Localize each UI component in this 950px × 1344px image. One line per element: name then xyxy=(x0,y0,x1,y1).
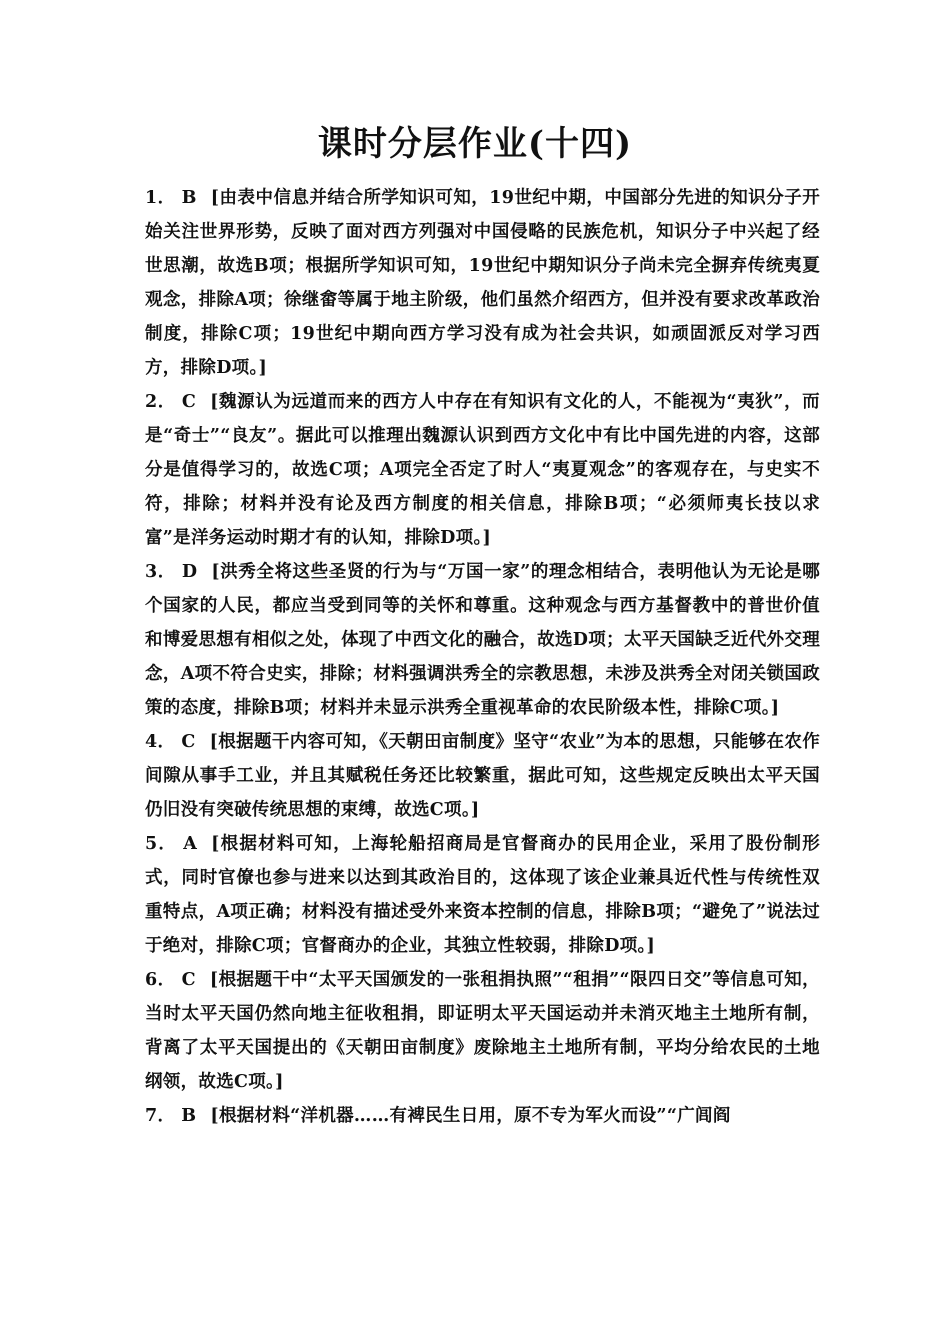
answer-key: C xyxy=(181,392,197,412)
answer-item-2 xyxy=(145,385,820,555)
answer-list xyxy=(145,181,820,1133)
answer-item-6 xyxy=(145,963,820,1099)
answer-number: 6． xyxy=(145,970,176,990)
answer-explanation: [魏源认为远道而来的西方人中存在有知识有文化的人，不能视为“夷狄”，而是“奇士”“良友”。据此可以推理出魏源认识到西方文化中有比中国先进的内容，这部分是值得学习的，故选C项；A项完全否定了时人“夷夏观念”的客观存在，与史实不符，排除；材料并没有论及西方制度的相关信息，排除B项；“必须师夷长技以求富”是洋务运动时期才有的认知，排除D项。] xyxy=(145,392,820,548)
answer-explanation: [根据题干内容可知，《天朝田亩制度》坚守“农业”为本的思想，只能够在农作间隙从事手工业，并且其赋税任务还比较繁重，据此可知，这些规定反映出太平天国仍旧没有突破传统思想的束缚，故选C项。] xyxy=(145,732,820,820)
answer-explanation: [根据材料可知，上海轮船招商局是官督商办的民用企业，采用了股份制形式，同时官僚也参与进来以达到其政治目的，这体现了该企业兼具近代性与传统性双重特点，A项正确；材料没有描述受外来资本控制的信息，排除B项；“避免了”说法过于绝对，排除C项；官督商办的企业，其独立性较弱，排除D项。] xyxy=(145,834,820,956)
answer-item-7 xyxy=(145,1099,820,1133)
answer-key: B xyxy=(181,1106,197,1126)
answer-explanation: [洪秀全将这些圣贤的行为与“万国一家”的理念相结合，表明他认为无论是哪个国家的人民，都应当受到同等的关怀和尊重。这种观念与西方基督教中的普世价值和博爱思想有相似之处，体现了中西文化的融合，故选D项；太平天国缺乏近代外交理念，A项不符合史实，排除；材料强调洪秀全的宗教思想，未涉及洪秀全对闭关锁国政策的态度，排除B项；材料并未显示洪秀全重视革命的农民阶级本性，排除C项。] xyxy=(145,562,820,718)
answer-item-1 xyxy=(145,181,820,385)
answer-explanation: [根据材料“洋机器……有裨民生日用，原不专为军火而设”“广闾阎 xyxy=(210,1106,731,1126)
answer-number: 7． xyxy=(145,1106,176,1126)
answer-item-5 xyxy=(145,827,820,963)
answer-number: 2． xyxy=(145,392,176,412)
answer-key: D xyxy=(181,562,198,582)
answer-key: B xyxy=(181,188,197,208)
answer-key: C xyxy=(181,732,196,752)
answer-number: 1． xyxy=(145,188,176,208)
answer-explanation: [由表中信息并结合所学知识可知，19世纪中期，中国部分先进的知识分子开始关注世界形势，反映了面对西方列强对中国侵略的民族危机，知识分子中兴起了经世思潮，故选B项；根据所学知识可知，19世纪中期知识分子尚未完全摒弃传统夷夏观念，排除A项；徐继畲等属于地主阶级，他们虽然介绍西方，但并没有要求改革政治制度，排除C项；19世纪中期向西方学习没有成为社会共识，如顽固派反对学习西方，排除D项。] xyxy=(145,188,820,378)
answer-item-4 xyxy=(145,725,820,827)
answer-item-3 xyxy=(145,555,820,725)
answer-key: A xyxy=(183,834,198,854)
answer-number: 4． xyxy=(145,732,176,752)
answer-number: 5． xyxy=(145,834,178,854)
page-title: 课时分层作业(十四) xyxy=(317,124,633,164)
answer-key: C xyxy=(181,970,196,990)
answer-number: 3． xyxy=(145,562,176,582)
answer-explanation: [根据题干中“太平天国颁发的一张租捐执照”“租捐”“限四日交”等信息可知，当时太平天国仍然向地主征收租捐，即证明太平天国运动并未消灭地主土地所有制，背离了太平天国提出的《天朝田亩制度》废除地主土地所有制，平均分给农民的土地纲领，故选C项。] xyxy=(145,970,820,1092)
